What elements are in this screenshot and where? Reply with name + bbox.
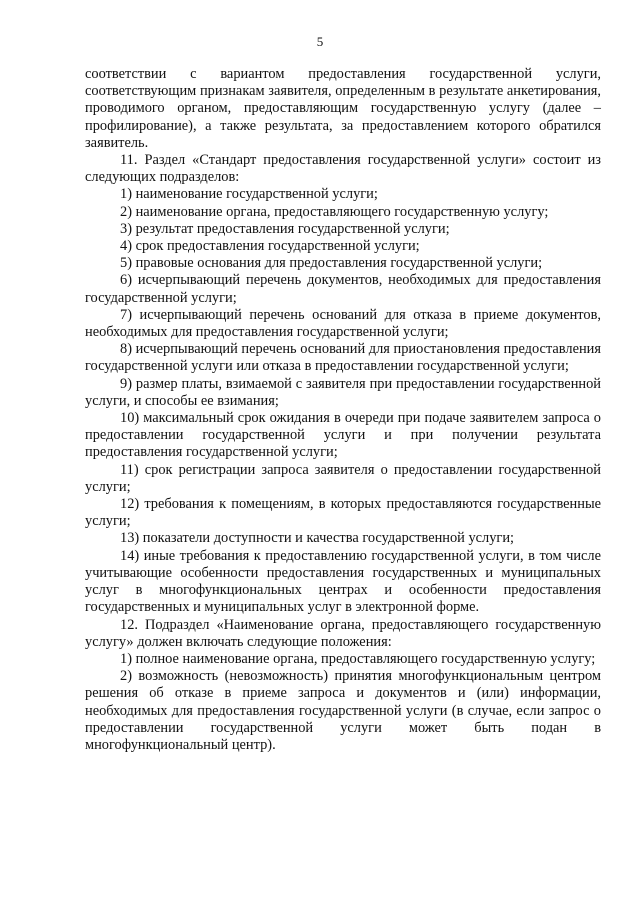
paragraph: 7) исчерпывающий перечень оснований для отказа в приеме документов, необходимых для предоставления государственной услуги;: [85, 306, 601, 341]
paragraph: 8) исчерпывающий перечень оснований для приостановления предоставления государственной услуги или отказа в предоставлении государственной услуги;: [85, 341, 601, 375]
document-body: [85, 66, 601, 754]
paragraph: 2) возможность (невозможность) принятия многофункциональным центром решения об отказе в приеме запроса и документов и (или) информации, необходимых для предоставления государственной услуги (в случае, если запрос о предоставлении государственной услуги может быть подан в многофункциональный центр).: [85, 668, 601, 753]
paragraph: 1) наименование государственной услуги;: [120, 186, 378, 203]
paragraph: 2) наименование органа, предоставляющего государственную услугу;: [120, 203, 549, 220]
paragraph: 5) правовые основания для предоставления государственной услуги;: [120, 255, 543, 272]
paragraph: 10) максимальный срок ожидания в очереди при подаче заявителем запроса о предоставлении государственной услуги и при получении результата предоставления государственной услуги;: [85, 410, 601, 461]
paragraph: 9) размер платы, взимаемой с заявителя при предоставлении государственной услуги, и способы ее взимания;: [85, 375, 601, 409]
paragraph: 12) требования к помещениям, в которых предоставляются государственные услуги;: [85, 496, 601, 530]
paragraph: 14) иные требования к предоставлению государственной услуги, в том числе учитывающие особенности предоставления государственных и муниципальных услуг в многофункциональных центрах и особенности предоставления государственных и муниципальных услуг в электронной форме.: [85, 547, 601, 616]
paragraph: 6) исчерпывающий перечень документов, необходимых для предоставления государственной услуги;: [85, 272, 601, 306]
paragraph: 1) полное наименование органа, предоставляющего государственную услугу;: [120, 650, 596, 667]
paragraph: 12. Подраздел «Наименование органа, предоставляющего государственную услугу» должен включать следующие положения:: [85, 616, 601, 650]
paragraph: 13) показатели доступности и качества государственной услуги;: [120, 530, 515, 547]
page-number: 5: [316, 34, 324, 49]
paragraph: 3) результат предоставления государственной услуги;: [120, 220, 450, 237]
paragraph: 11) срок регистрации запроса заявителя о предоставлении государственной услуги;: [85, 461, 601, 495]
paragraph: соответствии с вариантом предоставления государственной услуги, соответствующим признакам заявителя, определенным в результате анкетирования, проводимого органом, предоставляющим государственную услугу (далее – профилирование), а также результата, за предоставлением которого обратился заявитель.: [85, 66, 601, 151]
paragraph: 11. Раздел «Стандарт предоставления государственной услуги» состоит из следующих подразделов:: [85, 152, 601, 186]
paragraph: 4) срок предоставления государственной услуги;: [120, 238, 420, 255]
